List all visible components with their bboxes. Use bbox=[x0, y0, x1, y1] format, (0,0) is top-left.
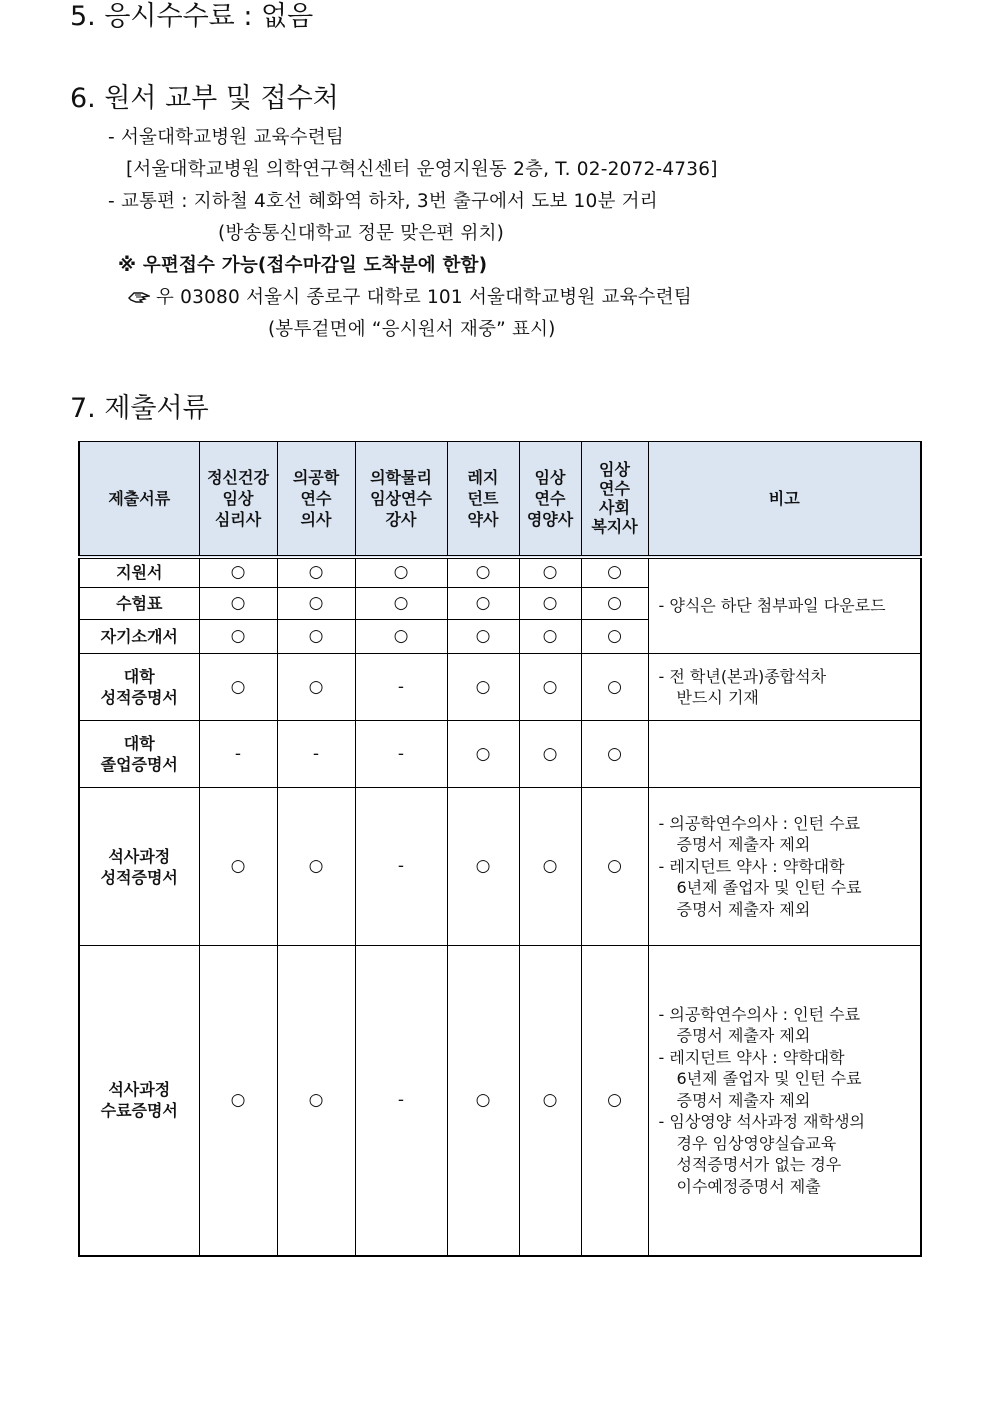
row-label: 대학 성적증명서 bbox=[79, 654, 199, 721]
row-label: 석사과정 성적증명서 bbox=[79, 788, 199, 946]
check-mark: ○ bbox=[447, 946, 519, 1256]
check-mark: ○ bbox=[519, 620, 581, 654]
header-cell: 의학물리 임상연수 강사 bbox=[355, 442, 447, 557]
table-row bbox=[79, 557, 921, 588]
check-mark: ○ bbox=[277, 788, 355, 946]
table-row bbox=[79, 946, 921, 1256]
check-mark: ○ bbox=[277, 557, 355, 588]
check-mark: ○ bbox=[199, 654, 277, 721]
header-cell: 비고 bbox=[648, 442, 921, 557]
header-cell: 정신건강 임상 심리사 bbox=[199, 442, 277, 557]
section-6-title: 6. 원서 교부 및 접수처 bbox=[70, 83, 339, 114]
check-mark: ○ bbox=[199, 946, 277, 1256]
note-cell bbox=[648, 721, 921, 788]
check-mark: ○ bbox=[519, 588, 581, 620]
check-mark: ○ bbox=[447, 788, 519, 946]
row-label: 수험표 bbox=[79, 588, 199, 620]
table-row bbox=[79, 788, 921, 946]
office-address: [서울대학교병원 의학연구혁신센터 운영지원동 2층, T. 02-2072-4736] bbox=[126, 159, 718, 180]
header-cell: 임상 연수 영양사 bbox=[519, 442, 581, 557]
check-mark: ○ bbox=[355, 557, 447, 588]
mail-hand-icon bbox=[128, 289, 150, 305]
check-mark: ○ bbox=[519, 721, 581, 788]
check-mark: ○ bbox=[355, 620, 447, 654]
check-mark: - bbox=[355, 946, 447, 1256]
envelope-note: (봉투겉면에 “응시원서 재중” 표시) bbox=[268, 319, 556, 340]
mail-address: 우 03080 서울시 종로구 대학로 101 서울대학교병원 교육수련팀 bbox=[156, 287, 692, 308]
check-mark: ○ bbox=[519, 788, 581, 946]
check-mark: ○ bbox=[581, 946, 648, 1256]
note-cell: - 양식은 하단 첨부파일 다운로드 bbox=[648, 557, 921, 654]
check-mark: ○ bbox=[277, 588, 355, 620]
check-mark: - bbox=[199, 721, 277, 788]
transport-info: - 교통편 : 지하철 4호선 혜화역 하차, 3번 출구에서 도보 10분 거리 bbox=[108, 191, 658, 212]
header-cell: 레지 던트 약사 bbox=[447, 442, 519, 557]
check-mark: ○ bbox=[581, 788, 648, 946]
mail-notice: ※ 우편접수 가능(접수마감일 도착분에 한함) bbox=[118, 255, 488, 276]
check-mark: ○ bbox=[277, 654, 355, 721]
check-mark: - bbox=[355, 788, 447, 946]
section-7-title: 7. 제출서류 bbox=[70, 393, 209, 424]
row-label: 석사과정 수료증명서 bbox=[79, 946, 199, 1256]
check-mark: - bbox=[355, 721, 447, 788]
check-mark: ○ bbox=[581, 588, 648, 620]
check-mark: ○ bbox=[199, 557, 277, 588]
note-cell: - 의공학연수의사 : 인턴 수료 증명서 제출자 제외 - 레지던트 약사 : 약학대학 6년제 졸업자 및 인턴 수료 증명서 제출자 제외 bbox=[648, 788, 921, 946]
note-cell: - 의공학연수의사 : 인턴 수료 증명서 제출자 제외 - 레지던트 약사 : 약학대학 6년제 졸업자 및 인턴 수료 증명서 제출자 제외 - 임상영양 석사과정 재학생의 경우 임상영양실습교육 성적증명서가 없는 경우 이수예정증명서 제출 bbox=[648, 946, 921, 1256]
check-mark: ○ bbox=[199, 788, 277, 946]
check-mark: ○ bbox=[519, 654, 581, 721]
note-cell: - 전 학년(본과)종합석차 반드시 기재 bbox=[648, 654, 921, 721]
check-mark: ○ bbox=[199, 588, 277, 620]
check-mark: ○ bbox=[581, 721, 648, 788]
check-mark: ○ bbox=[519, 557, 581, 588]
check-mark: ○ bbox=[581, 557, 648, 588]
check-mark: ○ bbox=[447, 620, 519, 654]
check-mark: ○ bbox=[581, 620, 648, 654]
check-mark: ○ bbox=[277, 620, 355, 654]
header-cell: 임상 연수 사회 복지사 bbox=[581, 442, 648, 557]
row-label: 대학 졸업증명서 bbox=[79, 721, 199, 788]
row-label: 자기소개서 bbox=[79, 620, 199, 654]
documents-table bbox=[78, 441, 922, 1257]
check-mark: ○ bbox=[447, 588, 519, 620]
check-mark: ○ bbox=[199, 620, 277, 654]
check-mark: ○ bbox=[447, 721, 519, 788]
section-5-title: 5. 응시수수료 : 없음 bbox=[70, 1, 314, 32]
check-mark: ○ bbox=[447, 654, 519, 721]
check-mark: ○ bbox=[581, 654, 648, 721]
check-mark: ○ bbox=[519, 946, 581, 1256]
check-mark: ○ bbox=[277, 946, 355, 1256]
table-row bbox=[79, 721, 921, 788]
mail-address-row bbox=[128, 286, 692, 310]
transport-location: (방송통신대학교 정문 맞은편 위치) bbox=[218, 223, 505, 244]
check-mark: ○ bbox=[355, 588, 447, 620]
check-mark: ○ bbox=[447, 557, 519, 588]
check-mark: - bbox=[355, 654, 447, 721]
table-header-row bbox=[79, 442, 921, 557]
table-row bbox=[79, 654, 921, 721]
check-mark: - bbox=[277, 721, 355, 788]
office-name: - 서울대학교병원 교육수련팀 bbox=[108, 127, 344, 148]
header-cell: 의공학 연수 의사 bbox=[277, 442, 355, 557]
row-label: 지원서 bbox=[79, 557, 199, 588]
header-cell: 제출서류 bbox=[79, 442, 199, 557]
